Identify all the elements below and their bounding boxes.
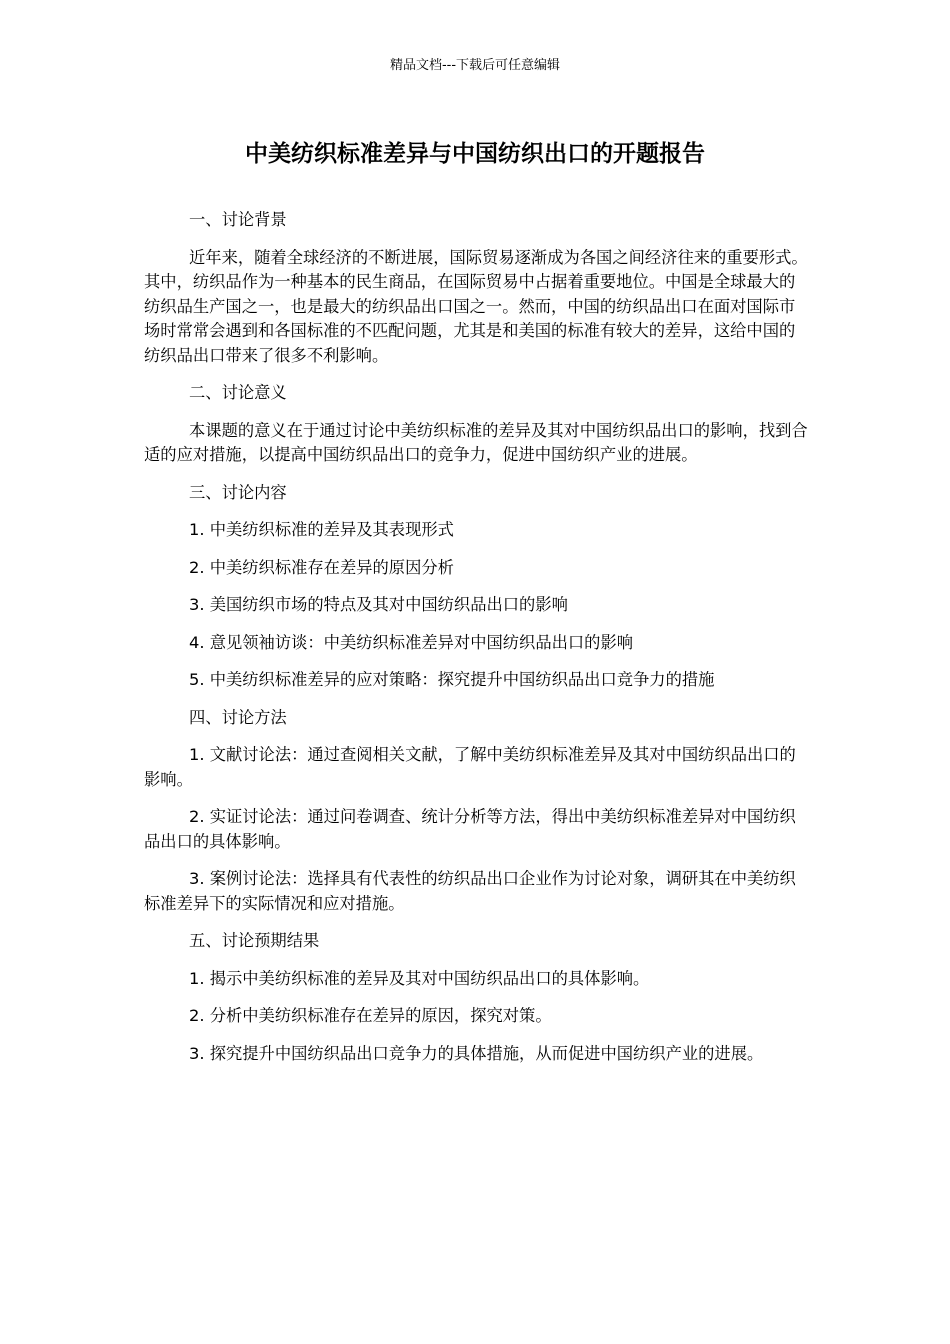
list-item: 3. 案例讨论法：选择具有代表性的纺织品出口企业作为讨论对象，调研其在中美纺织标准差异下的实际情况和应对措施。: [144, 869, 796, 913]
paragraph-background: 近年来，随着全球经济的不断进展，国际贸易逐渐成为各国之间经济往来的重要形式。其中，纺织品作为一种基本的民生商品，在国际贸易中占据着重要地位。中国是全球最大的纺织品生产国之一，也是最大的纺织品出口国之一。然而，中国的纺织品出口在面对国际市场时常常会遇到和各国标准的不匹配问题，尤其是和美国的标准有较大的差异，这给中国的纺织品出口带来了很多不利影响。: [144, 247, 808, 365]
section-heading-results: 五、讨论预期结果: [189, 931, 320, 950]
page-header: 精品文档---下载后可任意编辑: [389, 58, 561, 73]
list-item: 2. 中美纺织标准存在差异的原因分析: [189, 557, 454, 577]
section-heading-methods: 四、讨论方法: [189, 707, 287, 727]
list-item: 1. 中美纺织标准的差异及其表现形式: [189, 520, 454, 539]
paragraph-significance: 本课题的意义在于通过讨论中美纺织标准的差异及其对中国纺织品出口的影响，找到合适的应对措施，以提高中国纺织品出口的竞争力，促进中国纺织产业的进展。: [144, 420, 808, 464]
section-heading-background: 一、讨论背景: [189, 210, 287, 229]
list-item: 1. 揭示中美纺织标准的差异及其对中国纺织品出口的具体影响。: [189, 968, 650, 988]
list-item: 4. 意见领袖访谈：中美纺织标准差异对中国纺织品出口的影响: [189, 632, 634, 652]
section-heading-content: 三、讨论内容: [189, 482, 287, 502]
list-item: 1. 文献讨论法：通过查阅相关文献，了解中美纺织标准差异及其对中国纺织品出口的影响。: [144, 745, 796, 789]
list-item: 2. 实证讨论法：通过问卷调查、统计分析等方法，得出中美纺织标准差异对中国纺织品出口的具体影响。: [144, 807, 796, 851]
list-item: 5. 中美纺织标准差异的应对策略：探究提升中国纺织品出口竞争力的措施: [189, 670, 715, 689]
document-body: [144, 208, 810, 1079]
list-item: 2. 分析中美纺织标准存在差异的原因，探究对策。: [189, 1006, 552, 1025]
section-heading-significance: 二、讨论意义: [189, 383, 287, 402]
list-item: 3. 美国纺织市场的特点及其对中国纺织品出口的影响: [189, 595, 568, 614]
document-title: 中美纺织标准差异与中国纺织出口的开题报告: [245, 141, 705, 167]
list-item: 3. 探究提升中国纺织品出口竞争力的具体措施，从而促进中国纺织产业的进展。: [189, 1043, 764, 1063]
